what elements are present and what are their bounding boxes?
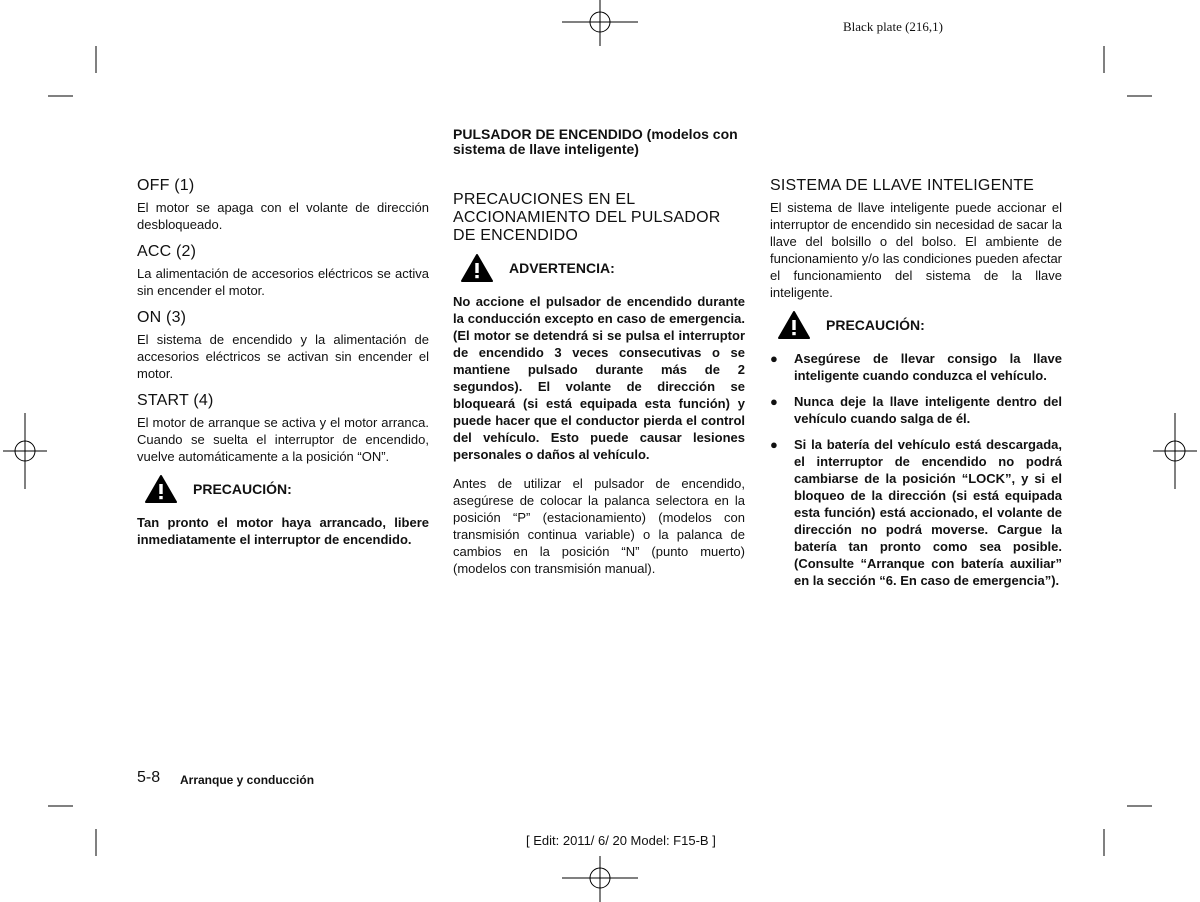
section-heading: PRECAUCIONES EN EL ACCIONAMIENTO DEL PULSADOR DE ENCENDIDO (453, 191, 721, 244)
body-text: El sistema de llave inteligente puede accionar el interruptor de encendido sin necesidad de sacar la llave del bolsillo o del bolso. El ambiente de funcionamiento y/o las condiciones pueden afectar el funcionamiento del sistema de la llave inteligente. (770, 200, 1062, 300)
acc-text: La alimentación de accesorios eléctricos se activa sin encender el motor. (137, 266, 429, 298)
main-heading: PULSADOR DE ENCENDIDO (modelos con sistema de llave inteligente) (453, 126, 738, 157)
registration-mark-icon (1153, 413, 1197, 489)
column-3 (770, 176, 1062, 598)
column-2 (453, 127, 745, 586)
warning-triangle-icon (461, 253, 493, 283)
off-text: El motor se apaga con el volante de dirección desbloqueado. (137, 200, 429, 232)
section-heading: SISTEMA DE LLAVE INTELIGENTE (770, 177, 1035, 194)
caution-box (137, 474, 429, 504)
caution-box (770, 310, 1062, 340)
registration-mark-icon (3, 413, 47, 489)
acc-heading: ACC (2) (137, 243, 197, 260)
list-item: ● Nunca deje la llave inteligente dentro del vehículo cuando salga de él. (770, 394, 1062, 426)
bullet-icon: ● (770, 394, 778, 409)
warning-box (453, 253, 745, 283)
caution-text: Tan pronto el motor haya arrancado, libere inmediatamente el interruptor de encendido. (137, 515, 429, 547)
off-heading: OFF (1) (137, 177, 195, 194)
on-text: El sistema de encendido y la alimentación de accesorios eléctricos se activan sin encender el motor. (137, 332, 429, 381)
warning-label: ADVERTENCIA: (509, 260, 615, 276)
caution-label: PRECAUCIÓN: (193, 481, 292, 497)
edit-line: [ Edit: 2011/ 6/ 20 Model: F15-B ] (526, 833, 716, 848)
start-text: El motor de arranque se activa y el motor arranca. Cuando se suelta el interruptor de encendido, vuelve automáticamente a la posición “ON”. (137, 415, 429, 464)
caution-list (770, 350, 1062, 589)
registration-mark-icon (562, 856, 638, 902)
page-number: 5-8 (137, 769, 161, 786)
bullet-icon: ● (770, 437, 778, 452)
plate-label: Black plate (216,1) (843, 19, 943, 34)
warning-triangle-icon (145, 474, 177, 504)
list-item: ● Si la batería del vehículo está descargada, el interruptor de encendido no podrá cambiarse de la posición “LOCK”, y si el bloqueo de la dirección (si está equipada esta función) está accionado, el volante de dirección no podrá moverse. Cargue la batería tan pronto como sea posible. (Consulte “Arranque con batería auxiliar” en la sección “6. En caso de emergencia”). (770, 437, 1062, 588)
chapter-title: Arranque y conducción (180, 773, 315, 787)
bullet-icon: ● (770, 351, 778, 366)
on-heading: ON (3) (137, 309, 187, 326)
warning-triangle-icon (778, 310, 810, 340)
start-heading: START (4) (137, 392, 214, 409)
caution-label: PRECAUCIÓN: (826, 317, 925, 333)
body-text: Antes de utilizar el pulsador de encendido, asegúrese de colocar la palanca selectora en la posición “P” (estacionamiento) (modelos con transmisión continua variable) o la palanca de cambios en la posición “N” (punto muerto) (modelos con transmisión manual). (453, 476, 745, 576)
column-1 (137, 176, 429, 557)
warning-text: No accione el pulsador de encendido durante la conducción excepto en caso de emergencia. (El motor se detendrá si se pulsa el interruptor de encendido 3 veces consecutivas o se mantiene pulsado durante más de 2 segundos). El volante de dirección se bloqueará (si está equipada esta función) y puede hacer que el conductor pierda el control del vehículo. Esto puede causar lesiones personales o daños al vehículo. (453, 294, 745, 462)
list-item: ● Asegúrese de llevar consigo la llave inteligente cuando conduzca el vehículo. (770, 351, 1062, 383)
registration-mark-icon (562, 0, 638, 46)
